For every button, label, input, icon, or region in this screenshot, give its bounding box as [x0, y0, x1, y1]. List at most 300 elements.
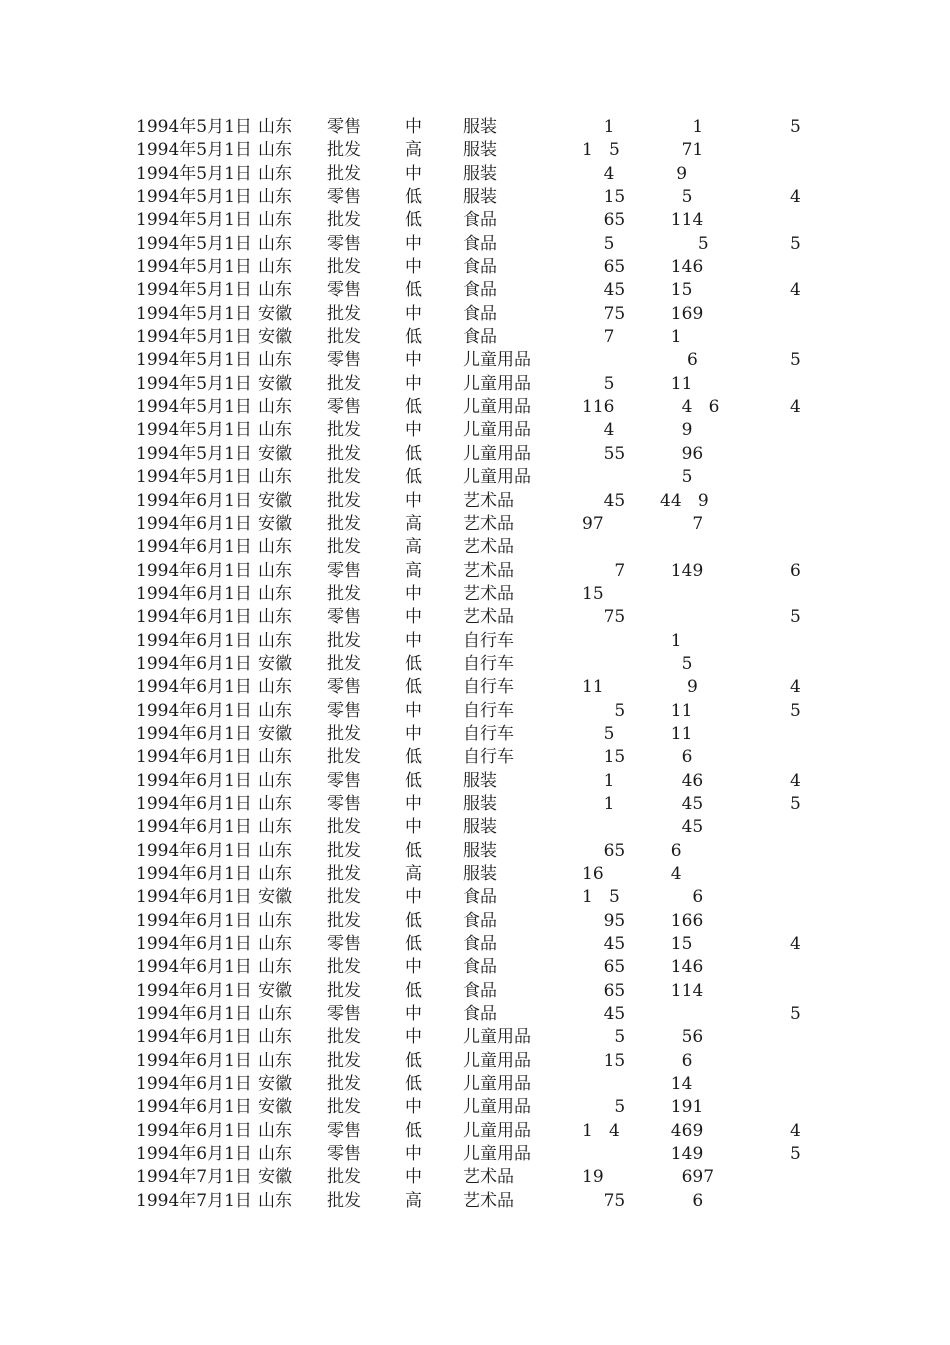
value-1-cell: 5 — [582, 1097, 626, 1118]
category-cell: 服装 — [463, 793, 497, 814]
region-cell: 山东 — [258, 934, 292, 955]
date-cell: 1994年5月1日 — [136, 187, 252, 208]
table-row — [0, 1096, 950, 1119]
table-row — [0, 163, 950, 186]
channel-cell: 零售 — [327, 350, 361, 371]
date-cell: 1994年7月1日 — [136, 1190, 252, 1211]
value-2-cell: 1 — [660, 630, 682, 651]
value-2-cell: 46 — [660, 770, 704, 791]
date-cell: 1994年5月1日 — [136, 117, 252, 137]
value-1-cell: 65 — [582, 210, 626, 231]
value-2-cell: 6 — [660, 887, 704, 908]
region-cell: 安徽 — [258, 1167, 292, 1188]
level-cell: 中 — [405, 163, 422, 184]
region-cell: 山东 — [258, 864, 292, 884]
date-cell: 1994年6月1日 — [136, 723, 252, 744]
value-1-cell: 5 — [582, 723, 615, 744]
category-cell: 儿童用品 — [463, 443, 531, 464]
region-cell: 山东 — [258, 397, 292, 418]
channel-cell: 批发 — [327, 1190, 361, 1211]
table-row — [0, 933, 950, 956]
level-cell: 低 — [405, 840, 422, 861]
channel-cell: 零售 — [327, 770, 361, 791]
table-row — [0, 700, 950, 723]
level-cell: 中 — [405, 887, 422, 908]
value-2-cell: 9 — [660, 163, 688, 184]
value-1-cell: 1 — [582, 117, 615, 137]
value-1-cell: 1 4 — [582, 1120, 620, 1141]
value-1-cell: 97 — [582, 513, 604, 534]
level-cell: 低 — [405, 980, 422, 1001]
region-cell: 安徽 — [258, 1074, 292, 1095]
table-row — [0, 1050, 950, 1073]
date-cell: 1994年6月1日 — [136, 1004, 252, 1025]
channel-cell: 零售 — [327, 1004, 361, 1025]
level-cell: 低 — [405, 934, 422, 955]
value-1-cell: 5 — [582, 233, 615, 254]
value-2-cell: 5 — [660, 653, 693, 674]
channel-cell: 批发 — [327, 887, 361, 908]
table-row — [0, 770, 950, 793]
date-cell: 1994年5月1日 — [136, 467, 252, 488]
value-2-cell: 5 — [660, 187, 693, 208]
value-1-cell: 5 — [582, 700, 626, 721]
channel-cell: 批发 — [327, 864, 361, 884]
date-cell: 1994年5月1日 — [136, 163, 252, 184]
value-2-cell: 5 — [660, 467, 693, 488]
table-row — [0, 536, 950, 559]
region-cell: 山东 — [258, 840, 292, 861]
date-cell: 1994年5月1日 — [136, 280, 252, 301]
level-cell: 中 — [405, 490, 422, 511]
category-cell: 食品 — [463, 280, 497, 301]
category-cell: 儿童用品 — [463, 1027, 531, 1048]
channel-cell: 零售 — [327, 280, 361, 301]
table-row — [0, 256, 950, 279]
region-cell: 安徽 — [258, 1097, 292, 1118]
table-row — [0, 1073, 950, 1096]
value-1-cell: 55 — [582, 443, 626, 464]
category-cell: 自行车 — [463, 653, 514, 674]
channel-cell: 零售 — [327, 700, 361, 721]
channel-cell: 批发 — [327, 653, 361, 674]
level-cell: 中 — [405, 1027, 422, 1048]
value-1-cell: 7 — [582, 327, 615, 348]
region-cell: 安徽 — [258, 303, 292, 324]
level-cell: 低 — [405, 443, 422, 464]
date-cell: 1994年6月1日 — [136, 607, 252, 628]
category-cell: 服装 — [463, 117, 497, 137]
date-cell: 1994年6月1日 — [136, 770, 252, 791]
region-cell: 山东 — [258, 233, 292, 254]
region-cell: 山东 — [258, 1004, 292, 1025]
level-cell: 高 — [405, 537, 422, 558]
table-row — [0, 513, 950, 536]
value-2-cell: 166 — [660, 910, 704, 931]
date-cell: 1994年6月1日 — [136, 887, 252, 908]
date-cell: 1994年5月1日 — [136, 303, 252, 324]
table-row — [0, 279, 950, 302]
region-cell: 山东 — [258, 560, 292, 581]
value-1-cell: 95 — [582, 910, 626, 931]
value-3-cell: 5 — [790, 1004, 801, 1025]
channel-cell: 批发 — [327, 1097, 361, 1118]
table-row — [0, 443, 950, 466]
level-cell: 中 — [405, 373, 422, 394]
level-cell: 高 — [405, 513, 422, 534]
value-1-cell: 45 — [582, 280, 626, 301]
category-cell: 自行车 — [463, 700, 514, 721]
table-row — [0, 560, 950, 583]
value-2-cell: 15 — [660, 934, 693, 955]
table-row — [0, 840, 950, 863]
date-cell: 1994年6月1日 — [136, 910, 252, 931]
value-1-cell: 1 5 — [582, 140, 620, 161]
table-row — [0, 186, 950, 209]
category-cell: 食品 — [463, 1004, 497, 1025]
channel-cell: 批发 — [327, 840, 361, 861]
region-cell: 山东 — [258, 1120, 292, 1141]
value-2-cell: 44 9 — [660, 490, 709, 511]
level-cell: 低 — [405, 747, 422, 768]
level-cell: 中 — [405, 1144, 422, 1165]
region-cell: 山东 — [258, 677, 292, 698]
level-cell: 中 — [405, 350, 422, 371]
table-row — [0, 886, 950, 909]
value-2-cell: 11 — [660, 723, 693, 744]
level-cell: 低 — [405, 910, 422, 931]
date-cell: 1994年6月1日 — [136, 793, 252, 814]
channel-cell: 批发 — [327, 373, 361, 394]
level-cell: 低 — [405, 327, 422, 348]
channel-cell: 批发 — [327, 583, 361, 604]
channel-cell: 批发 — [327, 1074, 361, 1095]
table-row — [0, 139, 950, 162]
value-1-cell: 45 — [582, 490, 626, 511]
table-row — [0, 1190, 950, 1213]
category-cell: 自行车 — [463, 677, 514, 698]
table-row — [0, 606, 950, 629]
value-1-cell: 65 — [582, 840, 626, 861]
date-cell: 1994年6月1日 — [136, 1074, 252, 1095]
value-3-cell: 4 — [790, 1120, 801, 1141]
date-cell: 1994年5月1日 — [136, 373, 252, 394]
channel-cell: 零售 — [327, 1144, 361, 1165]
date-cell: 1994年6月1日 — [136, 1120, 252, 1141]
category-cell: 儿童用品 — [463, 1144, 531, 1165]
date-cell: 1994年6月1日 — [136, 490, 252, 511]
region-cell: 安徽 — [258, 373, 292, 394]
date-cell: 1994年6月1日 — [136, 653, 252, 674]
region-cell: 山东 — [258, 747, 292, 768]
value-3-cell: 4 — [790, 770, 801, 791]
date-cell: 1994年6月1日 — [136, 747, 252, 768]
channel-cell: 批发 — [327, 443, 361, 464]
value-1-cell: 15 — [582, 1050, 626, 1071]
level-cell: 中 — [405, 257, 422, 278]
category-cell: 食品 — [463, 957, 497, 978]
date-cell: 1994年6月1日 — [136, 1050, 252, 1071]
channel-cell: 批发 — [327, 1050, 361, 1071]
date-cell: 1994年5月1日 — [136, 420, 252, 441]
table-row — [0, 723, 950, 746]
category-cell: 儿童用品 — [463, 350, 531, 371]
value-1-cell: 7 — [582, 560, 626, 581]
level-cell: 中 — [405, 793, 422, 814]
value-2-cell: 191 — [660, 1097, 704, 1118]
value-2-cell: 1 — [660, 117, 704, 137]
region-cell: 山东 — [258, 1144, 292, 1165]
category-cell: 儿童用品 — [463, 420, 531, 441]
value-3-cell: 5 — [790, 233, 801, 254]
table-row — [0, 1003, 950, 1026]
value-2-cell: 7 — [660, 513, 704, 534]
channel-cell: 批发 — [327, 513, 361, 534]
value-2-cell: 149 — [660, 1144, 704, 1165]
value-2-cell: 6 — [660, 747, 693, 768]
level-cell: 低 — [405, 653, 422, 674]
category-cell: 食品 — [463, 980, 497, 1001]
date-cell: 1994年5月1日 — [136, 257, 252, 278]
level-cell: 低 — [405, 467, 422, 488]
value-3-cell: 4 — [790, 677, 801, 698]
value-3-cell: 6 — [790, 560, 801, 581]
table-row — [0, 1143, 950, 1166]
channel-cell: 零售 — [327, 677, 361, 698]
value-1-cell: 5 — [582, 373, 615, 394]
channel-cell: 批发 — [327, 490, 361, 511]
value-1-cell: 4 — [582, 163, 615, 184]
value-2-cell: 469 — [660, 1120, 704, 1141]
value-2-cell: 45 — [660, 793, 704, 814]
level-cell: 中 — [405, 630, 422, 651]
channel-cell: 零售 — [327, 233, 361, 254]
channel-cell: 批发 — [327, 163, 361, 184]
category-cell: 自行车 — [463, 747, 514, 768]
value-1-cell: 1 — [582, 793, 615, 814]
channel-cell: 零售 — [327, 117, 361, 137]
category-cell: 艺术品 — [463, 490, 514, 511]
value-1-cell: 45 — [582, 934, 626, 955]
table-row — [0, 209, 950, 232]
level-cell: 高 — [405, 1190, 422, 1211]
region-cell: 山东 — [258, 420, 292, 441]
value-1-cell: 16 — [582, 864, 604, 884]
region-cell: 安徽 — [258, 490, 292, 511]
channel-cell: 批发 — [327, 1167, 361, 1188]
category-cell: 服装 — [463, 840, 497, 861]
level-cell: 中 — [405, 583, 422, 604]
level-cell: 低 — [405, 187, 422, 208]
level-cell: 高 — [405, 560, 422, 581]
level-cell: 中 — [405, 303, 422, 324]
value-1-cell: 15 — [582, 187, 626, 208]
value-1-cell: 5 — [582, 1027, 626, 1048]
value-2-cell: 697 — [660, 1167, 715, 1188]
table-row — [0, 956, 950, 979]
level-cell: 中 — [405, 420, 422, 441]
category-cell: 自行车 — [463, 630, 514, 651]
value-2-cell: 114 — [660, 210, 704, 231]
region-cell: 山东 — [258, 350, 292, 371]
table-row — [0, 396, 950, 419]
value-2-cell: 149 — [660, 560, 704, 581]
value-1-cell: 19 — [582, 1167, 604, 1188]
date-cell: 1994年5月1日 — [136, 327, 252, 348]
table-row — [0, 630, 950, 653]
level-cell: 低 — [405, 677, 422, 698]
value-3-cell: 4 — [790, 397, 801, 418]
table-row — [0, 373, 950, 396]
table-row — [0, 116, 950, 139]
region-cell: 安徽 — [258, 443, 292, 464]
category-cell: 儿童用品 — [463, 1120, 531, 1141]
level-cell: 中 — [405, 1097, 422, 1118]
value-2-cell: 45 — [660, 817, 704, 838]
table-row — [0, 1120, 950, 1143]
category-cell: 食品 — [463, 887, 497, 908]
date-cell: 1994年5月1日 — [136, 443, 252, 464]
value-1-cell: 1 5 — [582, 887, 620, 908]
region-cell: 山东 — [258, 163, 292, 184]
level-cell: 中 — [405, 700, 422, 721]
value-2-cell: 169 — [660, 303, 704, 324]
value-2-cell: 146 — [660, 957, 704, 978]
value-2-cell: 4 — [660, 864, 682, 884]
value-1-cell: 65 — [582, 980, 626, 1001]
category-cell: 艺术品 — [463, 1167, 514, 1188]
category-cell: 儿童用品 — [463, 1050, 531, 1071]
level-cell: 低 — [405, 770, 422, 791]
table-row — [0, 419, 950, 442]
channel-cell: 批发 — [327, 140, 361, 161]
channel-cell: 批发 — [327, 257, 361, 278]
data-table — [0, 116, 950, 1213]
table-row — [0, 653, 950, 676]
table-row — [0, 490, 950, 513]
category-cell: 食品 — [463, 934, 497, 955]
region-cell: 山东 — [258, 1027, 292, 1048]
table-row — [0, 793, 950, 816]
value-2-cell: 6 — [660, 350, 698, 371]
value-1-cell: 65 — [582, 257, 626, 278]
date-cell: 1994年6月1日 — [136, 817, 252, 838]
value-1-cell: 116 — [582, 397, 615, 418]
region-cell: 山东 — [258, 187, 292, 208]
channel-cell: 批发 — [327, 420, 361, 441]
table-row — [0, 349, 950, 372]
value-3-cell: 5 — [790, 607, 801, 628]
channel-cell: 零售 — [327, 1120, 361, 1141]
category-cell: 服装 — [463, 864, 497, 884]
region-cell: 安徽 — [258, 653, 292, 674]
channel-cell: 零售 — [327, 793, 361, 814]
category-cell: 儿童用品 — [463, 373, 531, 394]
channel-cell: 零售 — [327, 187, 361, 208]
value-2-cell: 146 — [660, 257, 704, 278]
category-cell: 食品 — [463, 233, 497, 254]
category-cell: 服装 — [463, 187, 497, 208]
value-1-cell: 45 — [582, 1004, 626, 1025]
date-cell: 1994年5月1日 — [136, 350, 252, 371]
date-cell: 1994年6月1日 — [136, 864, 252, 884]
value-3-cell: 5 — [790, 793, 801, 814]
value-2-cell: 9 — [660, 677, 698, 698]
date-cell: 1994年7月1日 — [136, 1167, 252, 1188]
value-2-cell: 11 — [660, 373, 693, 394]
level-cell: 低 — [405, 1050, 422, 1071]
channel-cell: 批发 — [327, 327, 361, 348]
date-cell: 1994年6月1日 — [136, 513, 252, 534]
table-row — [0, 326, 950, 349]
channel-cell: 批发 — [327, 980, 361, 1001]
level-cell: 中 — [405, 117, 422, 137]
value-2-cell: 6 — [660, 1050, 693, 1071]
region-cell: 山东 — [258, 700, 292, 721]
value-2-cell: 1 — [660, 327, 682, 348]
category-cell: 食品 — [463, 257, 497, 278]
channel-cell: 批发 — [327, 723, 361, 744]
level-cell: 中 — [405, 817, 422, 838]
region-cell: 山东 — [258, 280, 292, 301]
level-cell: 中 — [405, 1004, 422, 1025]
level-cell: 低 — [405, 1120, 422, 1141]
channel-cell: 批发 — [327, 630, 361, 651]
date-cell: 1994年6月1日 — [136, 537, 252, 558]
value-1-cell: 11 — [582, 677, 604, 698]
channel-cell: 批发 — [327, 303, 361, 324]
category-cell: 儿童用品 — [463, 397, 531, 418]
channel-cell: 批发 — [327, 210, 361, 231]
channel-cell: 零售 — [327, 397, 361, 418]
channel-cell: 零售 — [327, 934, 361, 955]
date-cell: 1994年6月1日 — [136, 630, 252, 651]
level-cell: 低 — [405, 210, 422, 231]
channel-cell: 批发 — [327, 1027, 361, 1048]
date-cell: 1994年6月1日 — [136, 957, 252, 978]
date-cell: 1994年6月1日 — [136, 700, 252, 721]
level-cell: 低 — [405, 280, 422, 301]
region-cell: 山东 — [258, 467, 292, 488]
table-row — [0, 676, 950, 699]
category-cell: 儿童用品 — [463, 467, 531, 488]
region-cell: 安徽 — [258, 513, 292, 534]
level-cell: 中 — [405, 607, 422, 628]
value-2-cell: 71 — [660, 140, 704, 161]
date-cell: 1994年6月1日 — [136, 560, 252, 581]
value-2-cell: 14 — [660, 1074, 693, 1095]
table-row — [0, 980, 950, 1003]
value-2-cell: 9 — [660, 420, 693, 441]
value-2-cell: 5 — [660, 233, 709, 254]
category-cell: 儿童用品 — [463, 1097, 531, 1118]
region-cell: 安徽 — [258, 327, 292, 348]
category-cell: 服装 — [463, 817, 497, 838]
level-cell: 低 — [405, 397, 422, 418]
region-cell: 山东 — [258, 537, 292, 558]
level-cell: 高 — [405, 864, 422, 884]
region-cell: 山东 — [258, 117, 292, 137]
channel-cell: 批发 — [327, 910, 361, 931]
category-cell: 食品 — [463, 303, 497, 324]
value-2-cell: 4 6 — [660, 397, 720, 418]
value-2-cell: 96 — [660, 443, 704, 464]
category-cell: 服装 — [463, 770, 497, 791]
category-cell: 服装 — [463, 163, 497, 184]
table-row — [0, 233, 950, 256]
category-cell: 艺术品 — [463, 513, 514, 534]
level-cell: 中 — [405, 233, 422, 254]
